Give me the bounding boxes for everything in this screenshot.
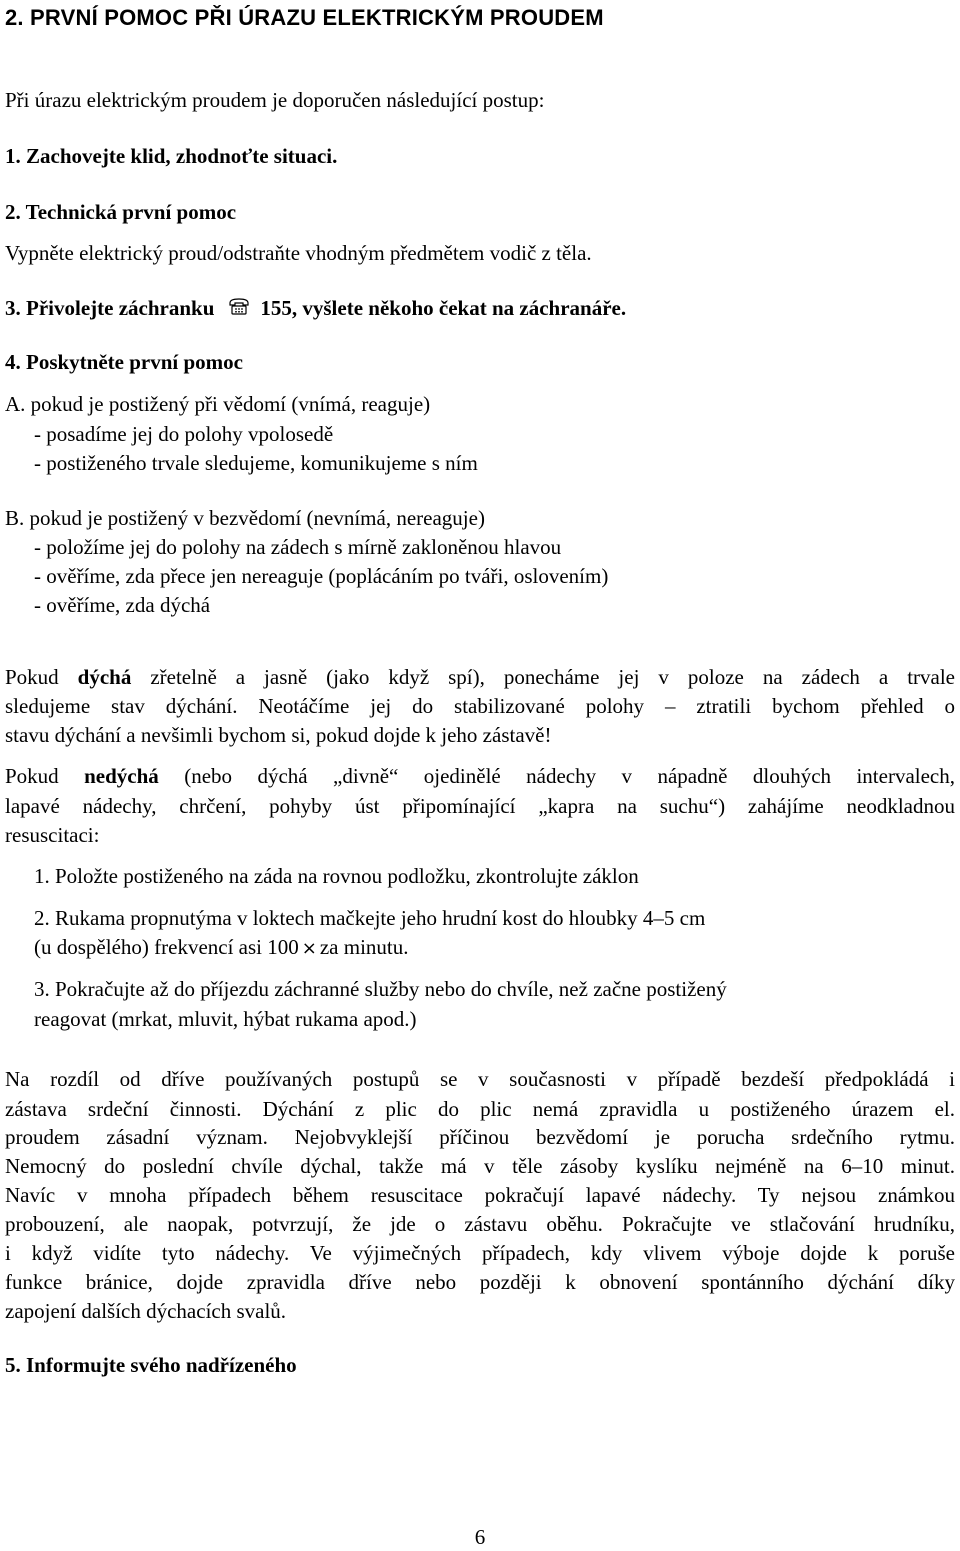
not-breathing-line: Pokud nedýchá (nebo dýchá „divně“ ojedinělé nádechy v nápadně dlouhých intervalech, [5,764,955,788]
step-4-heading: 4. Poskytněte první pomoc [5,350,243,374]
phone-icon [228,296,250,322]
step-4-a-line: - posadíme jej do polohy vpolosedě [34,422,334,446]
step-3-before: 3. Přivolejte záchranku [5,296,215,320]
not-breathing-keyword: nedýchá [84,764,159,788]
breathing-line: Pokud dýchá zřetelně a jasně (jako když spí), ponecháme jej v poloze na zádech a trvale [5,665,955,689]
page-title: 2. PRVNÍ POMOC PŘI ÚRAZU ELEKTRICKÝM PROUDEM [5,5,604,30]
step-4-a-line: - postiženého trvale sledujeme, komunikujeme s ním [34,451,478,475]
step-1: 1. Zachovejte klid, zhodnoťte situaci. [5,144,338,168]
step-4-b-line: - ověříme, zda dýchá [34,593,211,617]
breathing-line: stavu dýchání a nevšimli bychom si, pokud dojde k jeho zástavě! [5,723,552,747]
note-line: i když vidíte tyto nádechy. Ve výjimečných případech, kdy vlivem výboje dojde k poruše [5,1241,955,1265]
step-2-heading: 2. Technická první pomoc [5,200,237,224]
note-line: Na rozdíl od dříve používaných postupů se v současnosti v případě bezdeší předpokládá i [5,1067,955,1091]
step-3 [5,295,955,322]
note-line: zapojení dalších dýchacích svalů. [5,1299,287,1323]
step-4-b-line: B. pokud je postižený v bezvědomí (nevnímá, nereaguje) [5,506,485,530]
cpr-step-1: 1. Položte postiženého na záda na rovnou podložku, zkontrolujte záklon [34,864,639,888]
page-number: 6 [474,1525,486,1549]
intro-text: Při úrazu elektrickým proudem je doporučen následující postup: [5,88,545,112]
step-4-a-line: A. pokud je postižený při vědomí (vnímá, reaguje) [5,392,431,416]
cpr-step-3-cont: reagovat (mrkat, mluvit, hýbat rukama apod.) [34,1007,417,1031]
step-4-b-line: - ověříme, zda přece jen nereaguje (poplácáním po tváři, oslovením) [34,564,609,588]
not-breathing-line: resuscitaci: [5,823,100,847]
step-2-text: Vypněte elektrický proud/odstraňte vhodným předmětem vodič z těla. [5,241,592,265]
breathing-keyword: dýchá [77,665,132,689]
step-4-b-line: - položíme jej do polohy na zádech s mírně zakloněnou hlavou [34,535,562,559]
note-line: Navíc v mnoha případech během resuscitace pokračují lapavé nádechy. Ty nejsou známkou [5,1183,955,1207]
step-5: 5. Informujte svého nadřízeného [5,1353,297,1377]
not-breathing-line: lapavé nádechy, chrčení, pohyby úst připomínající „kapra na suchu“) zahájíme neodkladnou [5,794,955,818]
cpr-step-3: 3. Pokračujte až do příjezdu záchranné služby nebo do chvíle, než začne postižený [34,977,727,1001]
cpr-step-2-cont: (u dospělého) frekvencí asi 100 × za minutu. [34,935,409,959]
cpr-step-2: 2. Rukama propnutýma v loktech mačkejte jeho hrudní kost do hloubky 4–5 cm [34,906,706,930]
note-line: funkce bránice, dojde zpravidla dříve nebo později k obnovení spontánního dýchání díky [5,1270,955,1294]
times-sign: × [301,938,317,959]
note-line: Nemocný do poslední chvíle dýchal, takže má v těle zásoby kyslíku nejméně na 6–10 minut. [5,1154,955,1178]
breathing-line: sledujeme stav dýchání. Neotáčíme jej do stabilizované polohy – ztratili bychom přehled o [5,694,955,718]
note-line: probouzení, ale naopak, potvrzují, že jde o zástavu oběhu. Pokračujte ve stlačování hrudníku, [5,1212,955,1236]
step-3-after: 155, vyšlete někoho čekat na záchranáře. [260,296,627,320]
note-line: proudem zásadní význam. Nejobvyklejší příčinou bezvědomí je porucha srdečního rytmu. [5,1125,955,1149]
note-line: zástava srdeční činnosti. Dýchání z plic do plic nemá zpravidla u postiženého úrazem el. [5,1097,955,1121]
